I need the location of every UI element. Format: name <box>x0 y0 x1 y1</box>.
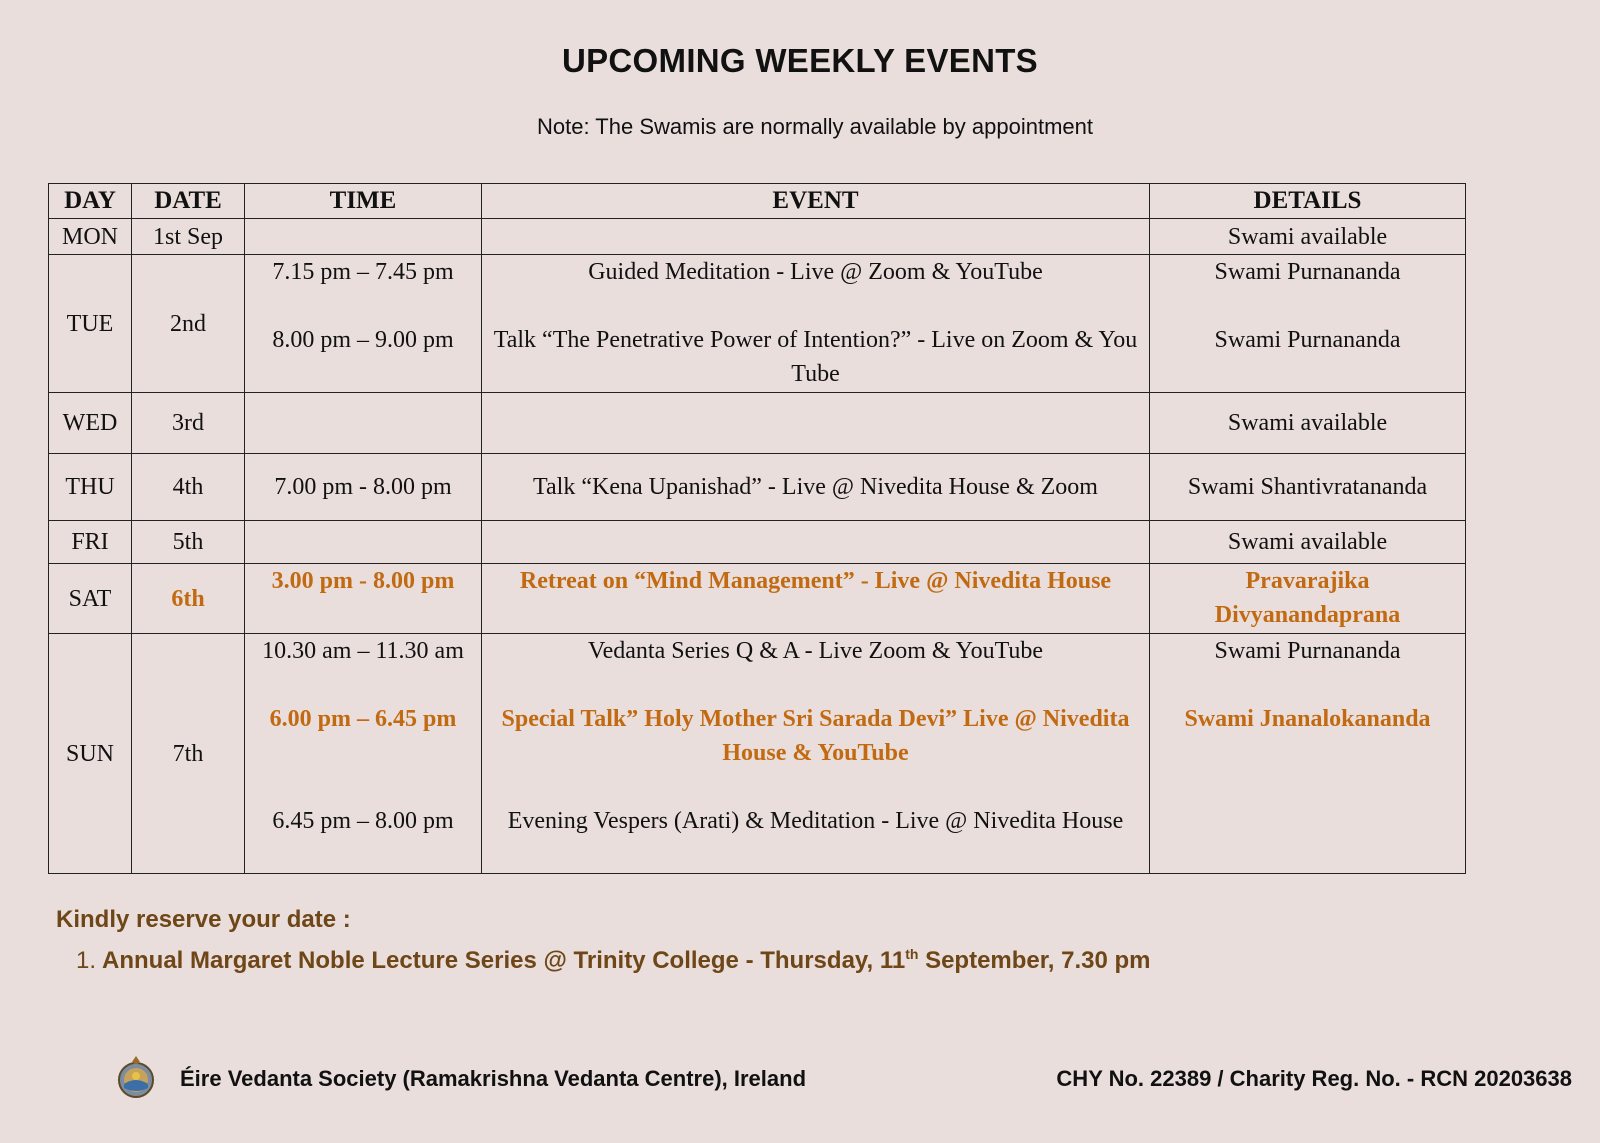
details-cell: Swami available <box>1150 219 1466 255</box>
reserve-list-item <box>76 946 1151 975</box>
details-cell: Pravarajika Divyanandaprana <box>1150 564 1466 634</box>
event-entry: Evening Vespers (Arati) & Meditation - Live @ Nivedita House <box>507 808 1124 834</box>
time-entry: 8.00 pm – 9.00 pm <box>272 327 454 353</box>
date-cell: 3rd <box>132 393 245 454</box>
day-cell: SAT <box>49 564 132 634</box>
event-cell <box>482 521 1150 564</box>
table-row <box>49 521 1466 564</box>
column-header-day: DAY <box>49 184 132 219</box>
column-header-time: TIME <box>245 184 482 219</box>
details-entry: Swami Purnananda <box>1214 259 1401 285</box>
date-cell: 5th <box>132 521 245 564</box>
time-cell: 3.00 pm - 8.00 pm <box>245 564 482 634</box>
details-cell: Swami Shantivratananda <box>1150 454 1466 521</box>
details-cell: Swami available <box>1150 521 1466 564</box>
date-cell: 7th <box>132 634 245 874</box>
day-cell: WED <box>49 393 132 454</box>
time-entry: 6.00 pm – 6.45 pm <box>269 706 457 732</box>
time-entry: 7.15 pm – 7.45 pm <box>272 259 454 285</box>
day-cell: FRI <box>49 521 132 564</box>
table-row <box>49 255 1466 393</box>
reserve-heading: Kindly reserve your date : <box>56 906 351 933</box>
details-cell <box>1150 255 1466 393</box>
table-row <box>49 219 1466 255</box>
reserve-item-text: Annual Margaret Noble Lecture Series @ Trinity College - Thursday, 11 <box>102 947 906 974</box>
time-cell <box>245 255 482 393</box>
event-cell <box>482 634 1150 874</box>
appointment-note: Note: The Swamis are normally available by appointment <box>537 114 1093 139</box>
time-cell: 7.00 pm - 8.00 pm <box>245 454 482 521</box>
event-entry: Talk “The Penetrative Power of Intention?” - Live on Zoom & You Tube <box>493 327 1138 387</box>
time-entry: 10.30 am – 11.30 am <box>262 638 464 664</box>
date-cell: 2nd <box>132 255 245 393</box>
time-cell <box>245 634 482 874</box>
event-entry: Vedanta Series Q & A - Live Zoom & YouTube <box>587 638 1044 664</box>
column-header-date: DATE <box>132 184 245 219</box>
details-entry: Swami Jnanalokananda <box>1184 706 1431 732</box>
event-cell <box>482 219 1150 255</box>
table-row <box>49 634 1466 874</box>
organization-name: Éire Vedanta Society (Ramakrishna Vedanta Centre), Ireland <box>180 1066 807 1091</box>
page-title: UPCOMING WEEKLY EVENTS <box>561 42 1038 79</box>
day-cell: SUN <box>49 634 132 874</box>
day-cell: MON <box>49 219 132 255</box>
date-cell: 1st Sep <box>132 219 245 255</box>
event-cell <box>482 393 1150 454</box>
table-row <box>49 564 1466 634</box>
time-cell <box>245 393 482 454</box>
reserve-item-text-end: September, 7.30 pm <box>918 947 1151 974</box>
events-table <box>48 183 1466 874</box>
details-cell <box>1150 634 1466 874</box>
column-header-event: EVENT <box>482 184 1150 219</box>
event-cell: Talk “Kena Upanishad” - Live @ Nivedita House & Zoom <box>482 454 1150 521</box>
time-entry: 6.45 pm – 8.00 pm <box>272 808 454 834</box>
ramakrishna-order-emblem-icon <box>114 1054 158 1100</box>
date-cell: 6th <box>132 564 245 634</box>
date-cell: 4th <box>132 454 245 521</box>
table-row <box>49 454 1466 521</box>
table-row <box>49 393 1466 454</box>
reserve-item-superscript: th <box>905 946 919 962</box>
event-entry: Guided Meditation - Live @ Zoom & YouTube <box>588 259 1043 285</box>
time-cell <box>245 219 482 255</box>
column-header-details: DETAILS <box>1150 184 1466 219</box>
event-cell: Retreat on “Mind Management” - Live @ Nivedita House <box>482 564 1150 634</box>
details-entry: Swami Purnananda <box>1214 327 1401 353</box>
table-header-row <box>49 184 1466 219</box>
event-cell <box>482 255 1150 393</box>
day-cell: THU <box>49 454 132 521</box>
event-entry: Special Talk” Holy Mother Sri Sarada Devi” Live @ Nivedita House & YouTube <box>501 706 1130 766</box>
day-cell: TUE <box>49 255 132 393</box>
details-entry: Swami Purnananda <box>1214 638 1401 664</box>
list-number: 1. <box>76 947 97 974</box>
details-cell: Swami available <box>1150 393 1466 454</box>
time-cell <box>245 521 482 564</box>
charity-registration: CHY No. 22389 / Charity Reg. No. - RCN 20203638 <box>1056 1066 1572 1091</box>
